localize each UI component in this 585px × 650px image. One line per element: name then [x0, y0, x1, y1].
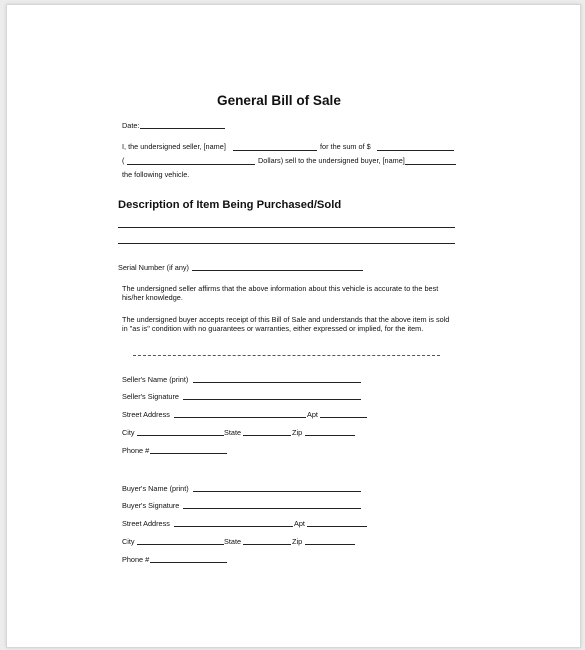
seller-phone-label: Phone #	[122, 446, 150, 455]
separator-line	[133, 355, 440, 356]
seller-apt-label: Apt	[307, 410, 318, 419]
buyer-name-inline-field[interactable]	[405, 164, 456, 165]
document-title: General Bill of Sale	[217, 93, 341, 108]
seller-clause-text: I, the undersigned seller, [name]	[122, 142, 226, 151]
sum-clause-text: for the sum of $	[320, 142, 371, 151]
vehicle-clause-text: the following vehicle.	[122, 170, 190, 179]
section-heading: Description of Item Being Purchased/Sold	[118, 199, 342, 211]
buyer-street-field[interactable]	[174, 526, 293, 527]
buyer-affirmation: The undersigned buyer accepts receipt of this Bill of Sale and understands that the above item is sold in "as is" condition with no guarantees or warranties, either expressed or implied, for the item.	[122, 315, 450, 333]
open-paren-text: (	[122, 156, 125, 165]
buyer-signature-field[interactable]	[183, 508, 361, 509]
buyer-name-field[interactable]	[193, 491, 361, 492]
seller-zip-field[interactable]	[305, 435, 355, 436]
buyer-apt-field[interactable]	[307, 526, 367, 527]
seller-apt-field[interactable]	[320, 417, 367, 418]
buyer-apt-label: Apt	[294, 519, 305, 528]
seller-affirmation: The undersigned seller affirms that the above information about this vehicle is accurate to the best his/her knowledge.	[122, 284, 439, 302]
buyer-clause-text: Dollars) sell to the undersigned buyer, [name]	[258, 156, 405, 165]
buyer-state-field[interactable]	[243, 544, 291, 545]
sum-amount-field[interactable]	[377, 150, 454, 151]
seller-phone-field[interactable]	[150, 453, 227, 454]
seller-state-label: State	[224, 428, 242, 437]
buyer-phone-label: Phone #	[122, 555, 150, 564]
buyer-zip-label: Zip	[292, 537, 303, 546]
seller-name-label: Seller's Name (print)	[122, 375, 189, 384]
description-line-2[interactable]	[118, 243, 455, 244]
date-field[interactable]	[140, 128, 225, 129]
seller-signature-field[interactable]	[183, 399, 361, 400]
seller-street-field[interactable]	[174, 417, 306, 418]
buyer-name-label: Buyer's Name (print)	[122, 484, 189, 493]
buyer-zip-field[interactable]	[305, 544, 355, 545]
buyer-street-label: Street Address	[122, 519, 170, 528]
seller-name-field[interactable]	[193, 382, 361, 383]
description-line-1[interactable]	[118, 227, 455, 228]
seller-city-label: City	[122, 428, 135, 437]
buyer-phone-field[interactable]	[150, 562, 227, 563]
seller-zip-label: Zip	[292, 428, 303, 437]
buyer-state-label: State	[224, 537, 242, 546]
date-label: Date:	[122, 121, 140, 130]
buyer-signature-label: Buyer's Signature	[122, 501, 180, 510]
buyer-city-label: City	[122, 537, 135, 546]
seller-city-field[interactable]	[137, 435, 224, 436]
seller-state-field[interactable]	[243, 435, 291, 436]
seller-name-inline-field[interactable]	[233, 150, 317, 151]
buyer-city-field[interactable]	[137, 544, 224, 545]
seller-signature-label: Seller's Signature	[122, 392, 179, 401]
serial-number-field[interactable]	[192, 270, 363, 271]
seller-street-label: Street Address	[122, 410, 170, 419]
serial-number-label: Serial Number (if any)	[118, 263, 189, 272]
amount-in-words-field[interactable]	[127, 164, 255, 165]
